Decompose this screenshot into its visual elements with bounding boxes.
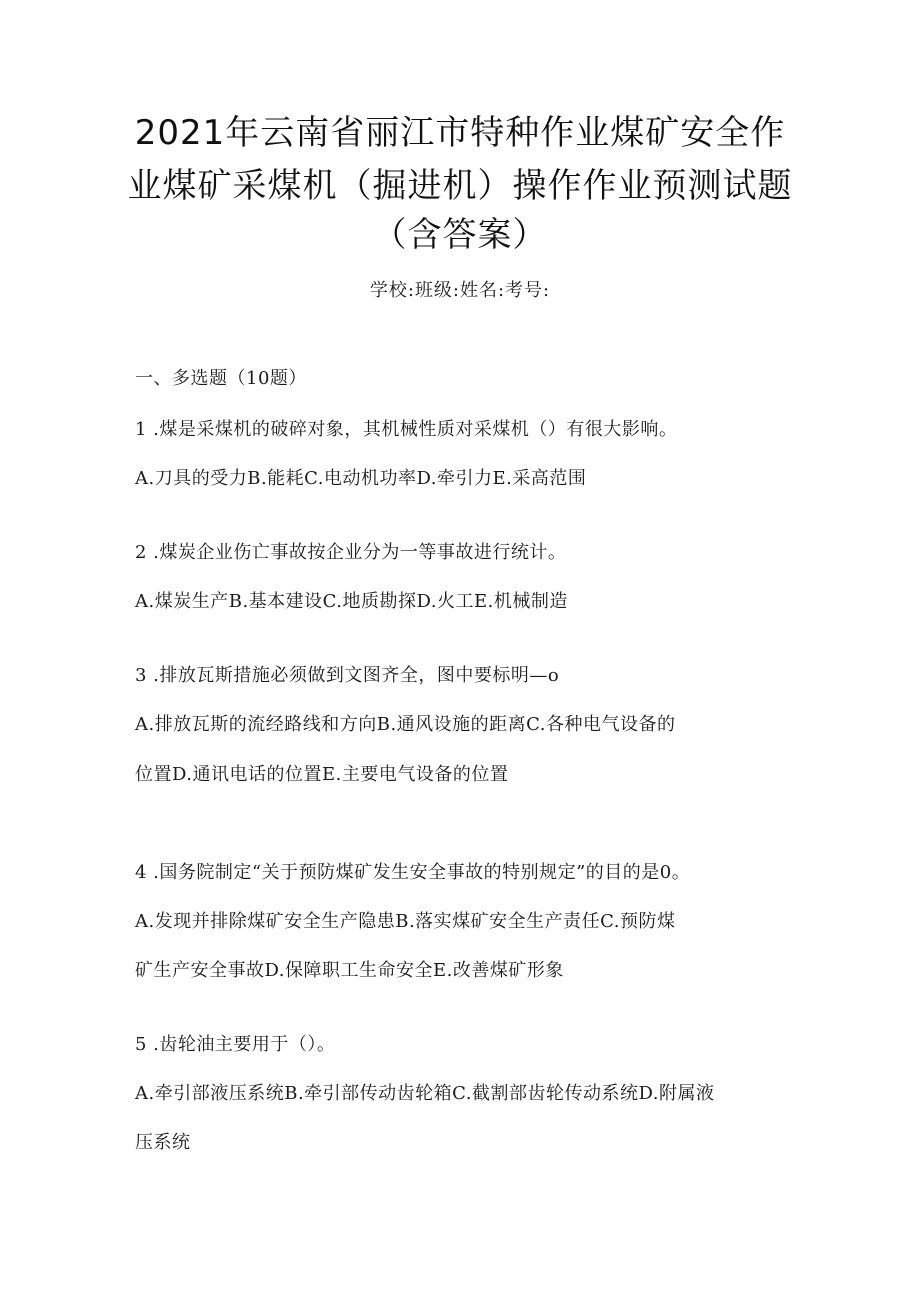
question-2-options: A.煤炭生产B.基本建设C.地质勘探D.火工E.机械制造 [135,591,568,612]
question-3-options-line-1: A.排放瓦斯的流经路线和方向B.通风设施的距离C.各种电气设备的 [135,714,676,735]
section-heading: 一、多选题（10题） [135,368,307,389]
question-3-options-line-2: 位置D.通讯电话的位置E.主要电气设备的位置 [135,764,509,785]
question-1-options: A.刀具的受力B.能耗C.电动机功率D.牵引力E.采高范围 [135,468,587,489]
question-3-stem: 3 .排放瓦斯措施必须做到文图齐全，图中要标明—o [135,665,560,686]
question-1-stem: 1 .煤是采煤机的破碎对象，其机械性质对采煤机（）有很大影响。 [135,419,678,440]
page-title-line-1: 2021年云南省丽江市特种作业煤矿安全作 [134,113,786,153]
page-title-line-2: 业煤矿采煤机（掘进机）操作作业预测试题 [127,166,793,206]
question-5-options-line-2: 压系统 [135,1132,191,1153]
question-5-stem: 5 .齿轮油主要用于（）。 [135,1034,336,1055]
question-4-options-line-2: 矿生产安全事故D.保障职工生命安全E.改善煤矿形象 [135,960,564,981]
question-5-options-line-1: A.牵引部液压系统B.牵引部传动齿轮箱C.截割部齿轮传动系统D.附属液 [135,1083,715,1104]
student-info-line: 学校:班级:姓名:考号: [369,280,551,301]
page-title-line-3: （含答案） [372,215,548,255]
question-2-stem: 2 .煤炭企业伤亡事故按企业分为一等事故进行统计。 [135,542,567,563]
question-4-options-line-1: A.发现并排除煤矿安全生产隐患B.落实煤矿安全生产责任C.预防煤 [135,911,676,932]
question-4-stem: 4 .国务院制定“关于预防煤矿发生安全事故的特别规定”的目的是0。 [135,862,691,883]
